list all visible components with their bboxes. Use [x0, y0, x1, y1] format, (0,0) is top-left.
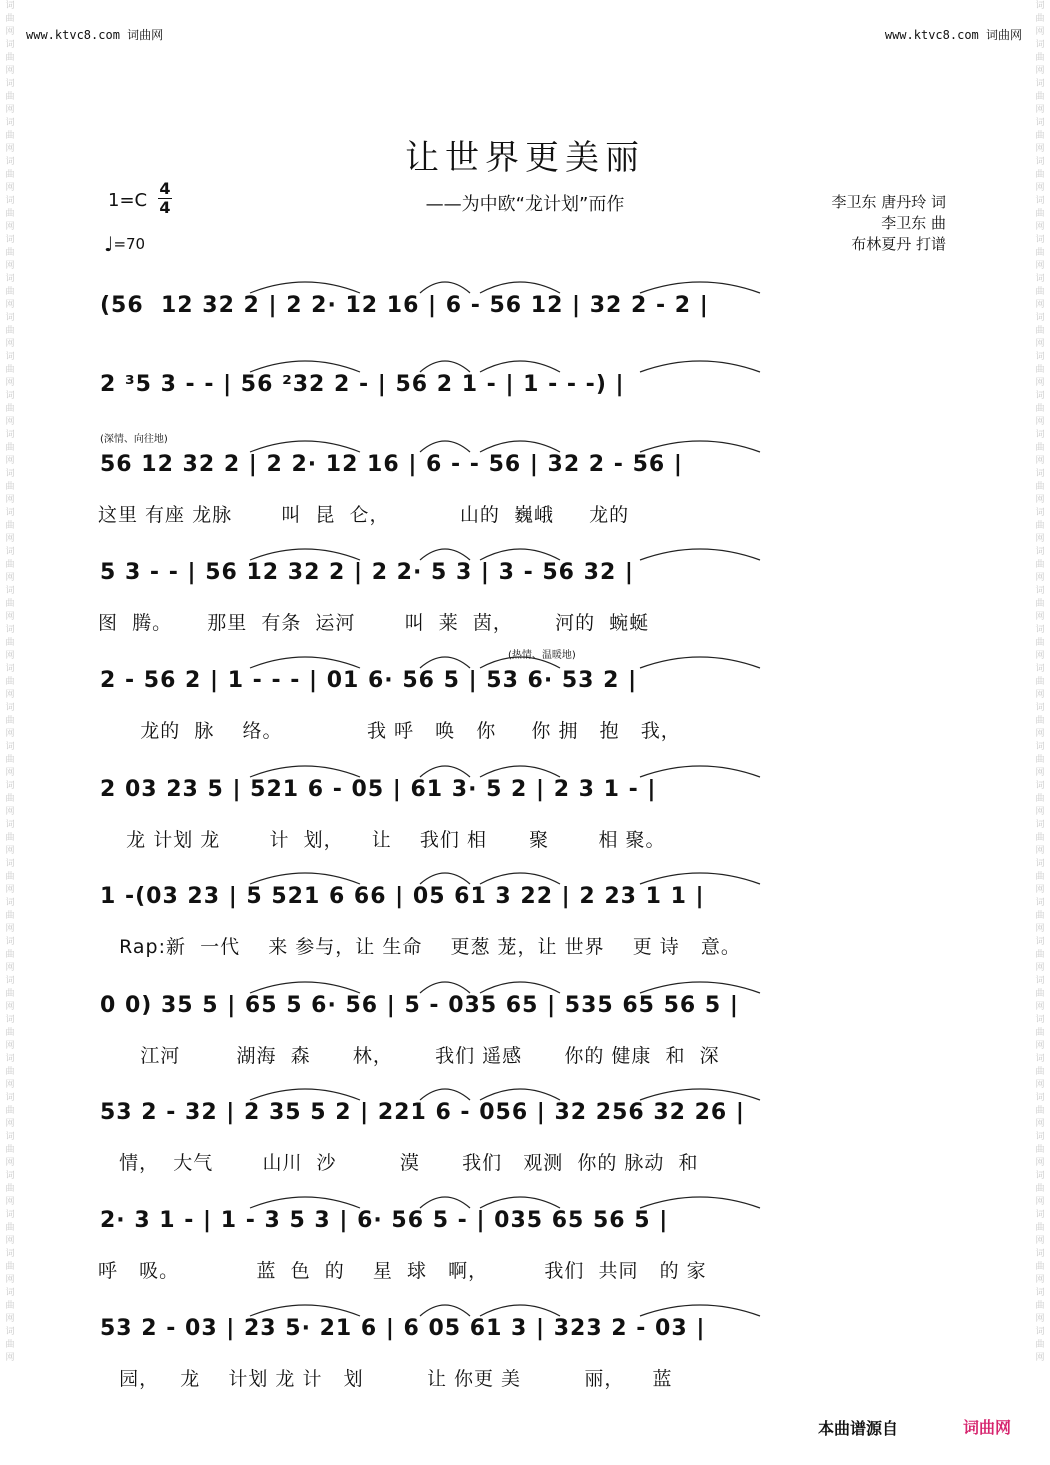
slur-arc [250, 873, 360, 884]
composer: 李卫东 曲 [881, 214, 946, 232]
notation-line: (56 12 32 2 | 2 2· 12 16 | 6 - 56 12 | 32 2 - 2 | [100, 293, 709, 318]
lyrics-line: Rap:新 一代 来 参与，让 生命 更葱 茏，让 世界 更 诗 意。 [98, 936, 741, 958]
slur-arc [250, 361, 360, 372]
slur-arc [480, 1305, 560, 1316]
notation-line: 2· 3 1 - | 1 - 3 5 3 | 6· 56 5 - | 035 65 56 5 | [100, 1208, 669, 1233]
notation-line: 5 3 - - | 56 12 32 2 | 2 2· 5 3 | 3 - 56 32 | [100, 560, 634, 585]
slur-arc [420, 1305, 470, 1316]
edge-watermark-left: 词曲网词曲网词曲网词曲网词曲网词曲网词曲网词曲网词曲网词曲网词曲网词曲网词曲网词曲网词曲网词曲网词曲网词曲网词曲网词曲网词曲网词曲网词曲网词曲网词曲网词曲网词曲网词曲网词曲网词曲网词曲网词曲网词曲网词曲网词曲网 [5, 1, 15, 1363]
slur-arc [480, 282, 560, 293]
expression-marking: (深情、向往地) [100, 434, 168, 445]
slur-arc [480, 441, 560, 452]
slur-arc [250, 1197, 360, 1208]
slur-arc [640, 361, 760, 372]
notation-line: 2 - 56 2 | 1 - - - | 01 6· 56 5 | 53 6· 53 2 | [100, 668, 638, 693]
slur-arc [640, 1197, 760, 1208]
slur-arc [480, 549, 560, 560]
time-signature [158, 180, 172, 217]
source-brand: 词曲网 [963, 1418, 1012, 1437]
score-system [0, 1316, 1050, 1416]
slur-arc [420, 361, 470, 372]
slur-arc [640, 657, 760, 668]
slur-arc [420, 549, 470, 560]
slur-arc [480, 361, 560, 372]
lyrics-line: 图 腾。 那里 有条 运河 叫 莱 茵， 河的 蜿蜒 [98, 612, 650, 634]
source-label: 本曲谱源自 [818, 1419, 899, 1438]
slur-arc [250, 549, 360, 560]
slur-arc [250, 766, 360, 777]
tempo-value: =70 [113, 235, 146, 253]
lyrics-line: 呼 吸。 蓝 色 的 星 球 啊， 我们 共同 的 家 [98, 1260, 707, 1282]
slur-arc [420, 282, 470, 293]
slur-arc [480, 1089, 560, 1100]
credits [831, 192, 946, 255]
notation-line: 2 ³5 3 - - | 56 ²32 2 - | 56 2 1 - | 1 - - -) | [100, 372, 625, 397]
slur-arc [640, 982, 760, 993]
lyricist: 李卫东 唐丹玲 词 [831, 193, 946, 211]
slur-arc [250, 1089, 360, 1100]
slur-arc [420, 441, 470, 452]
edge-watermark-right: 词曲网词曲网词曲网词曲网词曲网词曲网词曲网词曲网词曲网词曲网词曲网词曲网词曲网词曲网词曲网词曲网词曲网词曲网词曲网词曲网词曲网词曲网词曲网词曲网词曲网词曲网词曲网词曲网词曲网词曲网词曲网词曲网词曲网词曲网词曲网 [1035, 1, 1045, 1363]
song-subtitle: ——为中欧“龙计划”而作 [425, 194, 625, 215]
slur-arc [420, 982, 470, 993]
notation-line: 2 03 23 5 | 521 6 - 05 | 61 3· 5 2 | 2 3 1 - | [100, 777, 657, 802]
slur-arc [640, 873, 760, 884]
slur-arc [640, 1089, 760, 1100]
transcriber: 布林夏丹 打谱 [851, 235, 946, 253]
slur-arc [420, 873, 470, 884]
expression-marking: (热情、温暖地) [508, 650, 576, 661]
slur-arc [420, 1089, 470, 1100]
slur-arc [420, 766, 470, 777]
notation-line: 56 12 32 2 | 2 2· 12 16 | 6 - - 56 | 32 2 - 56 | [100, 452, 683, 477]
slur-arc [640, 1305, 760, 1316]
slur-arc [420, 657, 470, 668]
slur-arc [250, 657, 360, 668]
lyrics-line: 龙 计划 龙 计 划， 让 我们 相 聚 相 聚。 [98, 829, 666, 851]
notation-line: 53 2 - 03 | 23 5· 21 6 | 6 05 61 3 | 323 2 - 03 | [100, 1316, 706, 1341]
quarter-note-icon: ♩ [104, 232, 114, 256]
lyrics-line: 情， 大气 山川 沙 漠 我们 观测 你的 脉动 和 [98, 1152, 699, 1174]
notation-line: 1 -(03 23 | 5 521 6 66 | 05 61 3 22 | 2 23 1 1 | [100, 884, 705, 909]
lyrics-line: 江河 湖海 森 林， 我们 遥感 你的 健康 和 深 [98, 1045, 720, 1067]
slur-arc [640, 549, 760, 560]
slur-arc [480, 1197, 560, 1208]
slur-arc [480, 657, 560, 668]
slur-arc [250, 982, 360, 993]
song-title: 让世界更美丽 [405, 138, 645, 178]
slur-arc [480, 766, 560, 777]
slur-arc [250, 282, 360, 293]
slur-arc [250, 1305, 360, 1316]
notation-line: 53 2 - 32 | 2 35 5 2 | 221 6 - 056 | 32 256 32 26 | [100, 1100, 745, 1125]
site-header-right: www.ktvc8.com 词曲网 [884, 28, 1022, 42]
slur-arc [420, 1197, 470, 1208]
key-signature: 1=C [108, 190, 148, 211]
lyrics-line: 龙的 脉 络。 我 呼 唤 你 你 拥 抱 我， [98, 720, 681, 742]
slur-arc [640, 441, 760, 452]
site-header-left: www.ktvc8.com 词曲网 [26, 28, 164, 42]
slur-arc [480, 873, 560, 884]
tempo-marking [104, 232, 145, 256]
lyrics-line: 这里 有座 龙脉 叫 昆 仑， 山的 巍峨 龙的 [98, 504, 630, 526]
slur-arc [640, 282, 760, 293]
lyrics-line: 园， 龙 计划 龙 计 划 让 你更 美 丽， 蓝 [98, 1368, 673, 1390]
slur-arc [250, 441, 360, 452]
slur-arc [480, 982, 560, 993]
notation-line: 0 0) 35 5 | 65 5 6· 56 | 5 - 035 65 | 535 65 56 5 | [100, 993, 739, 1018]
meter-top: 4 [159, 179, 171, 198]
meter-bottom: 4 [159, 198, 171, 217]
slur-arc [640, 766, 760, 777]
